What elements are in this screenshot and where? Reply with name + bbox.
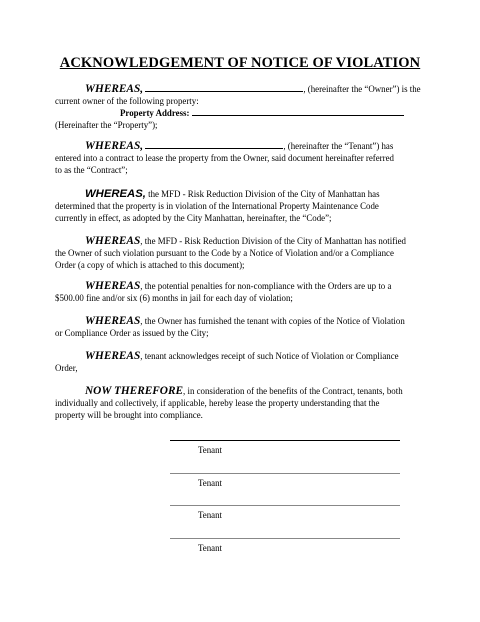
whereas-determination-paragraph: WHEREAS, the MFD - Risk Reduction Division of the City of Manhattan has determined that the property is in violation of the International Property Maintenance Code currently in effect, as adopted by the City Manhattan, hereinafter, the “Code”; bbox=[55, 188, 380, 223]
whereas-owner-paragraph: WHEREAS, , (hereinafter the “Owner”) is the current owner of the following property: Property Address: (Hereinafter the “Property”); bbox=[55, 83, 421, 130]
tenant-signature-label: Tenant bbox=[198, 510, 223, 520]
tenant-name-blank[interactable] bbox=[145, 140, 283, 149]
whereas-penalties-paragraph: WHEREAS, the potential penalties for non-compliance with the Orders are up to a $500.00 fine and/or six (6) months in jail for each day of violation; bbox=[55, 280, 392, 303]
whereas-receipt-paragraph: WHEREAS, tenant acknowledges receipt of such Notice of Violation or Compliance Order, bbox=[55, 350, 399, 373]
tenant-signature-label: Tenant bbox=[198, 543, 223, 553]
whereas-tenant-paragraph: WHEREAS, , (hereinafter the “Tenant”) has entered into a contract to lease the property from the Owner, said document hereinafter referred to as the “Contract”; bbox=[55, 140, 394, 175]
tenant-signature-2[interactable] bbox=[170, 473, 400, 488]
tenant-signature-3[interactable] bbox=[170, 505, 400, 520]
owner-name-blank[interactable] bbox=[145, 83, 303, 92]
property-address-blank[interactable] bbox=[192, 107, 404, 116]
whereas-furnished-paragraph: WHEREAS, the Owner has furnished the tenant with copies of the Notice of Violation or Compliance Order as issued by the City; bbox=[55, 315, 405, 338]
now-therefore-paragraph: NOW THEREFORE, in consideration of the benefits of the Contract, tenants, both individually and collectively, if applicable, hereby lease the property understanding that the property will be brought into compliance. bbox=[55, 385, 403, 420]
whereas-notified-paragraph: WHEREAS, the MFD - Risk Reduction Division of the City of Manhattan has notified the Owner of such violation pursuant to the Code by a Notice of Violation and/or a Compliance Order (a copy of which is attached to this document); bbox=[55, 235, 406, 270]
tenant-signature-4[interactable] bbox=[170, 538, 400, 553]
property-address-label: Property Address: bbox=[120, 108, 190, 118]
tenant-signature-label: Tenant bbox=[198, 478, 223, 488]
tenant-signature-label: Tenant bbox=[198, 445, 223, 455]
keyword: WHEREAS bbox=[85, 83, 141, 95]
document-title: ACKNOWLEDGEMENT OF NOTICE OF VIOLATION bbox=[59, 55, 421, 71]
tenant-signature-1[interactable] bbox=[170, 440, 400, 455]
